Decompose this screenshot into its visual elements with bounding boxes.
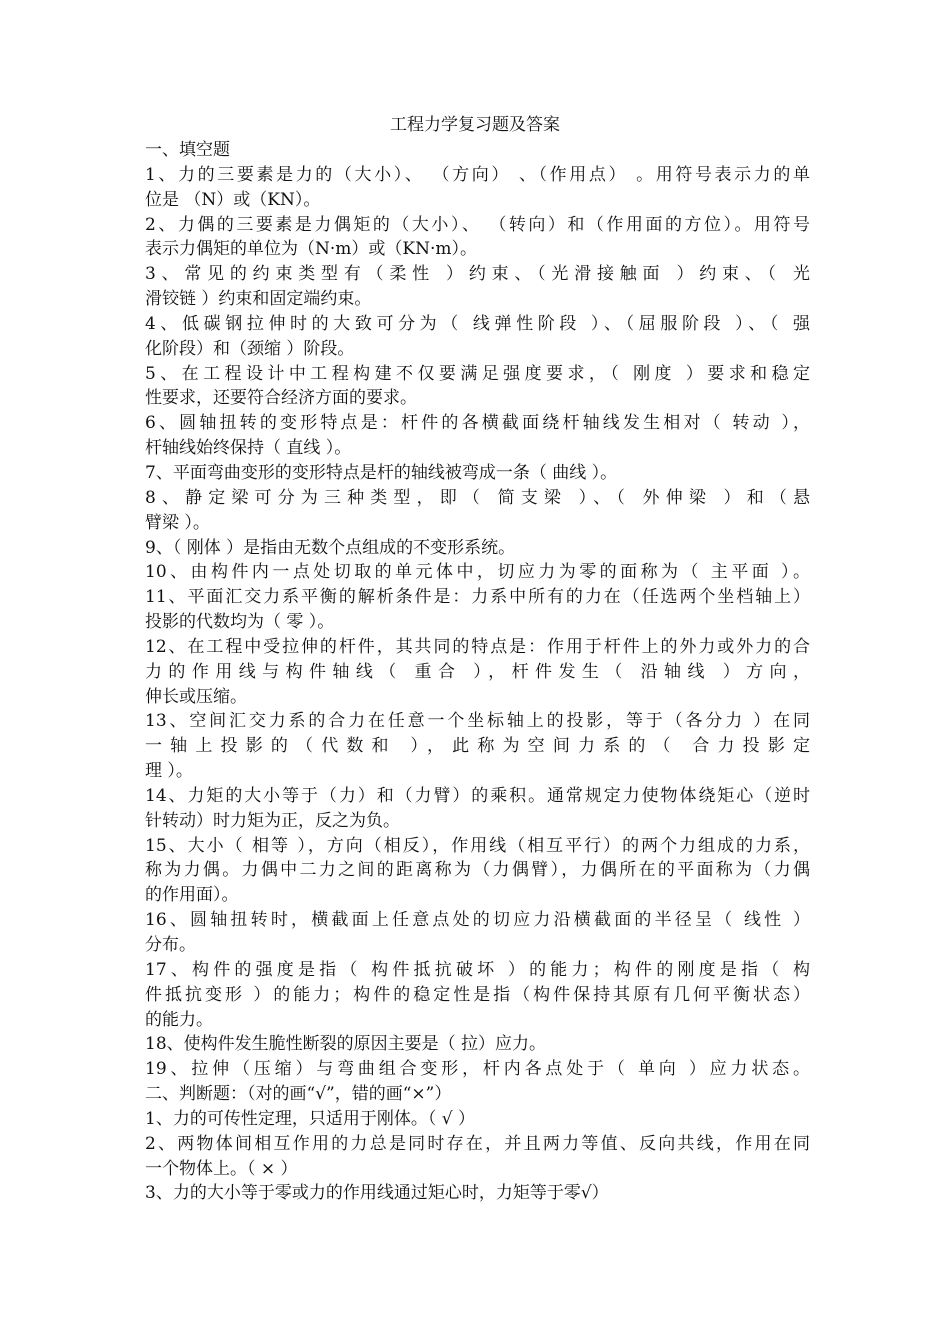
text-line: 投影的代数均为（ 零 ）。 bbox=[145, 612, 335, 633]
text-line: 分布。 bbox=[145, 935, 196, 955]
text-line: 5、在工程设计中工程构建不仅要满足强度要求，（ 刚度 ）要求和稳定 bbox=[145, 363, 810, 384]
text-line: 件抵抗变形 ）的能力；构件的稳定性是指（构件保持其原有几何平衡状态） bbox=[145, 984, 810, 1005]
text-line: 1、力的可传性定理，只适用于刚体。（ √ ） bbox=[145, 1108, 475, 1129]
text-line: 力的作用线与构件轴线（ 重合 ），杆件发生（ 沿轴线 ）方向， bbox=[145, 661, 810, 682]
text-line: 2、两物体间相互作用的力总是同时存在，并且两力等值、反向共线，作用在同 bbox=[145, 1133, 810, 1154]
text-line: 10、由构件内一点处切取的单元体中，切应力为零的面称为（ 主平面 ）。 bbox=[145, 562, 810, 583]
text-line: 的能力。 bbox=[145, 1009, 213, 1030]
text-line: 11、平面汇交力系平衡的解析条件是：力系中所有的力在（任选两个坐档轴上） bbox=[145, 587, 810, 608]
text-line: 表示力偶矩的单位为（N·m）或（KN·m）。 bbox=[145, 239, 477, 260]
text-line: 15、大小（ 相等 ），方向（相反），作用线（相互平行）的两个力组成的力系， bbox=[145, 835, 810, 856]
text-line: 的作用面）。 bbox=[145, 885, 239, 906]
text-line: 称为力偶。力偶中二力之间的距离称为（力偶臂），力偶所在的平面称为（力偶 bbox=[145, 860, 810, 881]
text-line: 理 ）。 bbox=[145, 761, 193, 782]
text-line: 8、静定梁可分为三种类型，即（ 简支梁 ）、（ 外伸梁 ）和（悬 bbox=[145, 487, 810, 508]
text-line: 一个物体上。（ × ） bbox=[145, 1158, 298, 1179]
text-line: 17、构件的强度是指（ 构件抵抗破坏 ）的能力；构件的刚度是指（ 构 bbox=[145, 959, 810, 980]
text-line: 化阶段）和（颈缩 ）阶段。 bbox=[145, 338, 355, 359]
text-line: 18、使构件发生脆性断裂的原因主要是（ 拉）应力。 bbox=[145, 1034, 547, 1055]
text-line: 14、力矩的大小等于（力）和（力臂）的乘积。通常规定力使物体绕矩心（逆时 bbox=[145, 785, 810, 806]
text-line: 4、低碳钢拉伸时的大致可分为（ 线弹性阶段 ）、（屈服阶段 ）、（ 强 bbox=[145, 313, 810, 334]
text-line: 3、常见的约束类型有（柔性 ）约束、（光滑接触面 ）约束、（ 光 bbox=[145, 264, 810, 285]
text-line: 9、（ 刚体 ）是指由无数个点组成的不变形系统。 bbox=[145, 537, 516, 558]
text-line: 二、判断题：（对的画“√”，错的画“×”） bbox=[145, 1084, 452, 1105]
text-line: 2、力偶的三要素是力偶矩的（大小）、 （转向）和（作用面的方位）。用符号 bbox=[145, 214, 810, 235]
text-line: 19、拉伸（压缩）与弯曲组合变形，杆内各点处于（ 单向 ）应力状态。 bbox=[145, 1059, 810, 1080]
text-line: 位是 （N）或（KN）。 bbox=[145, 189, 321, 210]
text-line: 臂梁 ）。 bbox=[145, 512, 210, 533]
text-line: 滑铰链 ）约束和固定端约束。 bbox=[145, 289, 372, 310]
text-line: 伸长或压缩。 bbox=[145, 686, 247, 707]
text-line: 16、圆轴扭转时，横截面上任意点处的切应力沿横截面的半径呈（ 线性 ） bbox=[145, 910, 810, 931]
text-line: 7、平面弯曲变形的变形特点是杆的轴线被弯成一条（ 曲线 ）。 bbox=[145, 462, 618, 483]
text-line: 6、圆轴扭转的变形特点是：杆件的各横截面绕杆轴线发生相对（ 转动 ）， bbox=[145, 413, 810, 434]
text-line: 一、填空题 bbox=[145, 140, 230, 160]
text-line: 针转动）时力矩为正，反之为负。 bbox=[145, 810, 400, 831]
text-line: 杆轴线始终保持（ 直线 ）。 bbox=[145, 438, 352, 459]
text-line: 1、力的三要素是力的（大小）、 （方向） 、（作用点） 。用符号表示力的单 bbox=[145, 164, 810, 185]
document-body bbox=[145, 138, 810, 1206]
text-line: 12、在工程中受拉伸的杆件，其共同的特点是：作用于杆件上的外力或外力的合 bbox=[145, 636, 810, 657]
text-line: 性要求，还要符合经济方面的要求。 bbox=[145, 388, 417, 409]
text-line: 一轴上投影的（代数和 ），此称为空间力系的（ 合力投影定 bbox=[145, 736, 810, 757]
document-title: 工程力学复习题及答案 bbox=[390, 115, 560, 135]
text-line: 3、力的大小等于零或力的作用线通过矩心时，力矩等于零√） bbox=[145, 1183, 609, 1204]
text-line: 13、空间汇交力系的合力在任意一个坐标轴上的投影，等于（各分力 ）在同 bbox=[145, 711, 810, 732]
